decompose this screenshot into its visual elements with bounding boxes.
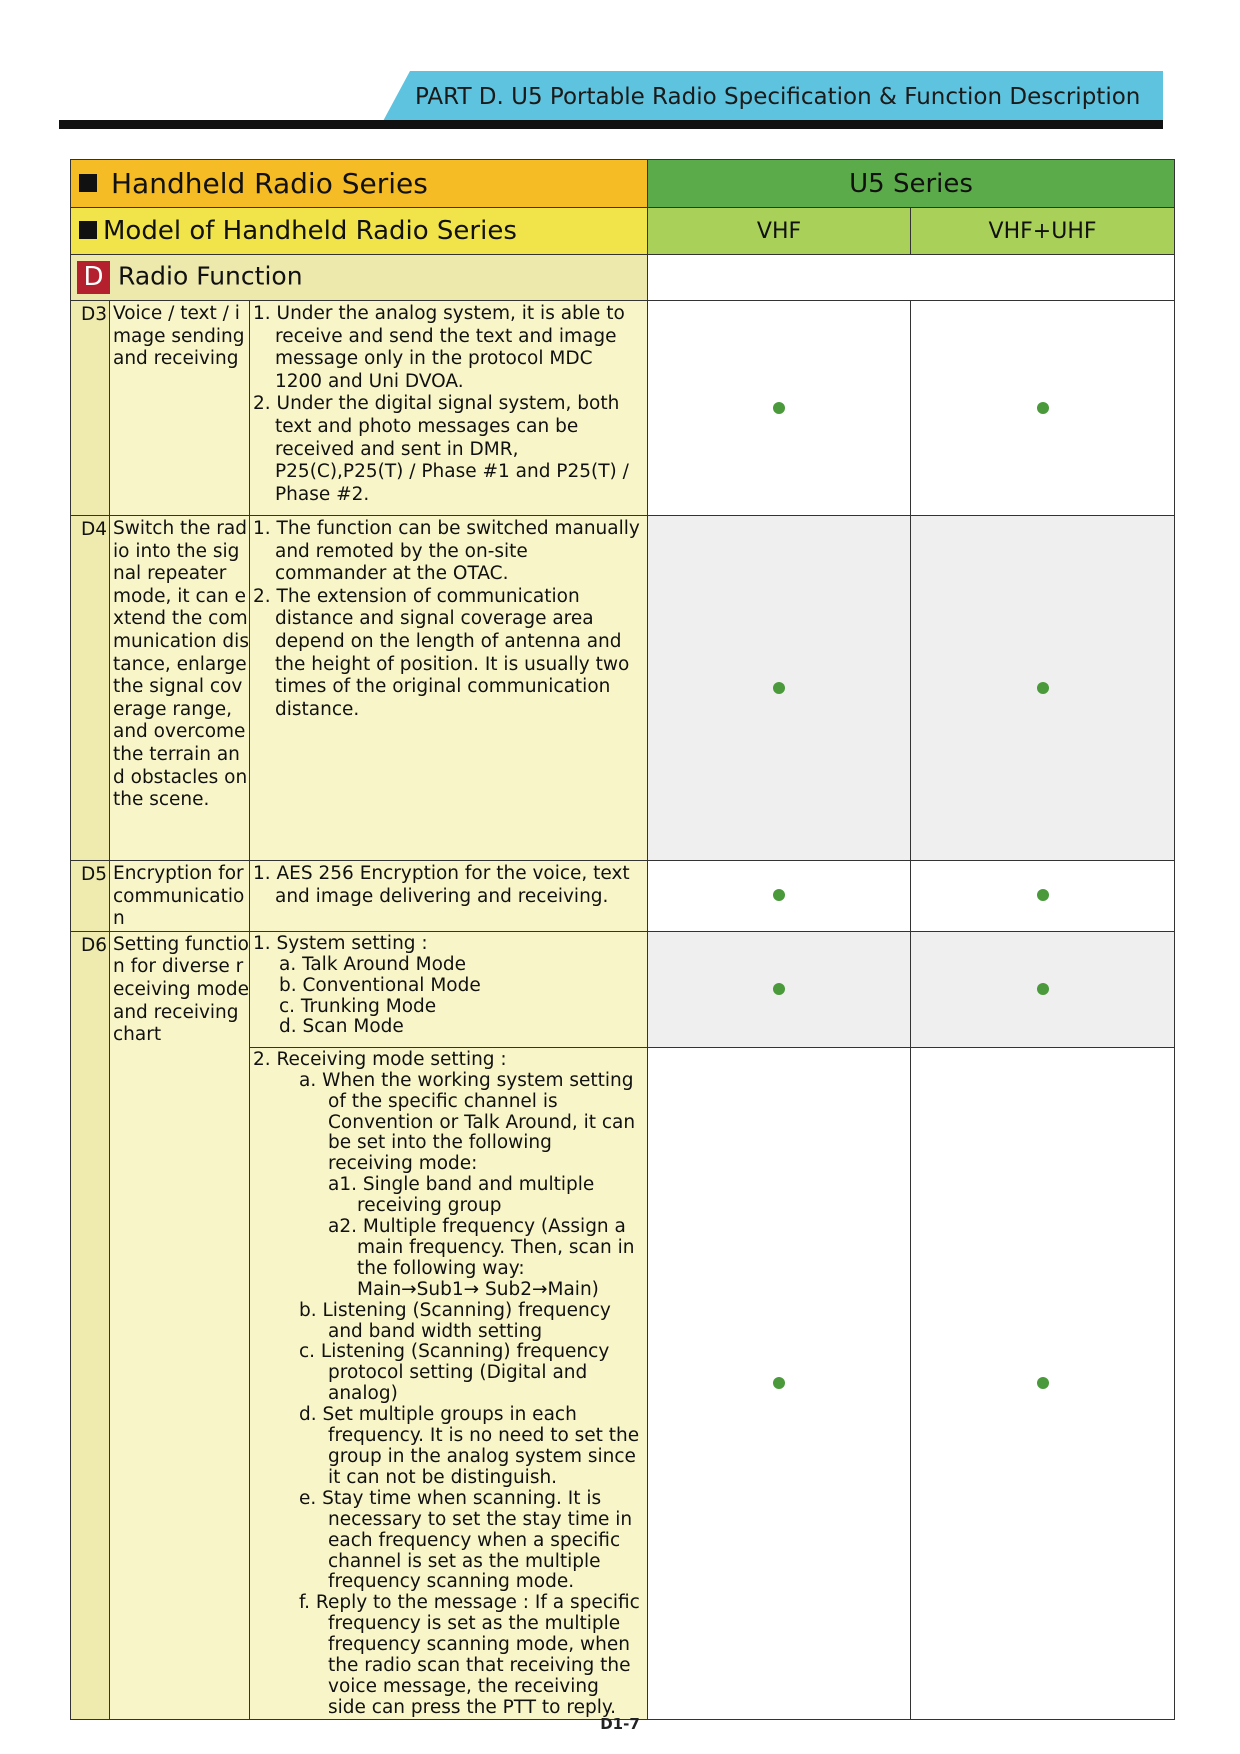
square-bullet-icon [79,221,97,239]
description-item: 1. The function can be switched manually and remoted by the on-site commander at the OTAC. [253,518,640,585]
description-item: 1. Under the analog system, it is able to receive and send the text and image message only in the protocol MDC 1200 and Uni DVOA. [253,303,625,392]
model-header-row [71,208,1175,255]
supported-dot-icon [1037,983,1049,995]
page-title: PART D. U5 Portable Radio Specification & Function Description [415,84,1141,110]
model-label: Model of Handheld Radio Series [103,216,517,246]
vhf-uhf-support-cell [911,301,1175,516]
description-subitem: b. Conventional Mode [279,974,481,996]
description-subitem: b. Listening (Scanning) frequency and band width setting [299,1299,611,1342]
vhf-uhf-support-cell [911,861,1175,932]
description-subitem: d. Set multiple groups in each frequency. It is no need to set the group in the analog system since it can not be distinguish. [299,1404,640,1488]
supported-dot-icon [773,983,785,995]
description-subitem: c. Trunking Mode [279,995,437,1017]
model-vhf: VHF [648,208,911,255]
supported-dot-icon [1037,889,1049,901]
square-bullet-icon [79,174,97,192]
section-header-row [71,255,1175,301]
row-label: Voice / text / image sending and receiving [110,301,250,516]
table-row [71,861,1175,932]
vhf-uhf-support-cell [911,516,1175,861]
description-subitem: a. Talk Around Mode [279,953,467,975]
series-header-row [71,160,1175,208]
row-description [250,516,648,861]
supported-dot-icon [773,1377,785,1389]
table-row [71,516,1175,861]
row-code: D5 [71,861,110,932]
supported-dot-icon [1037,402,1049,414]
spec-table [70,159,1175,1720]
table-row [71,301,1175,516]
row-label: Setting function for diverse receiving mode and receiving chart [110,931,250,1719]
model-label-cell [71,208,648,255]
description-item: 2. The extension of communication distance and signal coverage area depend on the length of antenna and the height of position. It is usually two times of the original communication distance. [253,585,630,720]
description-heading: 1. System setting : [253,932,428,954]
supported-dot-icon [1037,1377,1049,1389]
series-value: U5 Series [648,160,1175,208]
description-subitem: f. Reply to the message : If a specific frequency is set as the multiple frequency scanning mode, when the radio scan that receiving the voice message, the receiving side can press the PTT to reply. [299,1592,640,1718]
description-subitem: e. Stay time when scanning. It is necessary to set the stay time in each frequency when a specific channel is set as the multiple frequency scanning mode. [299,1487,633,1593]
row-code: D4 [71,516,110,861]
section-title: Radio Function [118,261,303,291]
description-subitem: a1. Single band and multiple receiving group [328,1174,595,1217]
section-title-cell [71,255,648,301]
header-rule [59,120,1163,129]
series-label: Handheld Radio Series [111,167,428,200]
row-description [250,861,648,932]
description-item: 1. AES 256 Encryption for the voice, text and image delivering and receiving. [253,863,630,907]
vhf-uhf-support-cell [911,931,1175,1047]
vhf-support-cell [648,1047,911,1719]
vhf-support-cell [648,516,911,861]
description-subitem: a2. Multiple frequency (Assign a main frequency. Then, scan in the following way: Main→Sub1→ Sub2→Main) [328,1216,635,1300]
model-vhf-uhf: VHF+UHF [911,208,1175,255]
supported-dot-icon [773,682,785,694]
vhf-support-cell [648,861,911,932]
row-code: D3 [71,301,110,516]
vhf-uhf-support-cell [911,1047,1175,1719]
row-description [250,301,648,516]
supported-dot-icon [773,889,785,901]
row-description [250,1047,648,1719]
description-item: 2. Under the digital signal system, both text and photo messages can be received and sent in DMR, P25(C),P25(T) / Phase #1 and P25(T) / Phase #2. [253,393,629,505]
series-label-cell [71,160,648,208]
row-label: Switch the radio into the signal repeater mode, it can extend the communication distance, enlarge the signal coverage range, and overcome the terrain and obstacles on the scene. [110,516,250,861]
description-subitem: c. Listening (Scanning) frequency protocol setting (Digital and analog) [299,1341,610,1405]
description-subitem: d. Scan Mode [279,1016,404,1038]
vhf-support-cell [648,931,911,1047]
table-row [71,931,1175,1047]
vhf-support-cell [648,301,911,516]
description-subitem: a. When the working system setting of the specific channel is Convention or Talk Around, it can be set into the following receiving mode: [299,1069,636,1175]
section-empty-cell [648,255,1175,301]
row-code: D6 [71,931,110,1719]
section-badge: D [77,261,110,294]
description-heading: 2. Receiving mode setting : [253,1048,507,1070]
page-number: D1-7 [600,1715,640,1733]
row-label: Encryption for communication [110,861,250,932]
supported-dot-icon [1037,682,1049,694]
supported-dot-icon [773,402,785,414]
row-description [250,931,648,1047]
